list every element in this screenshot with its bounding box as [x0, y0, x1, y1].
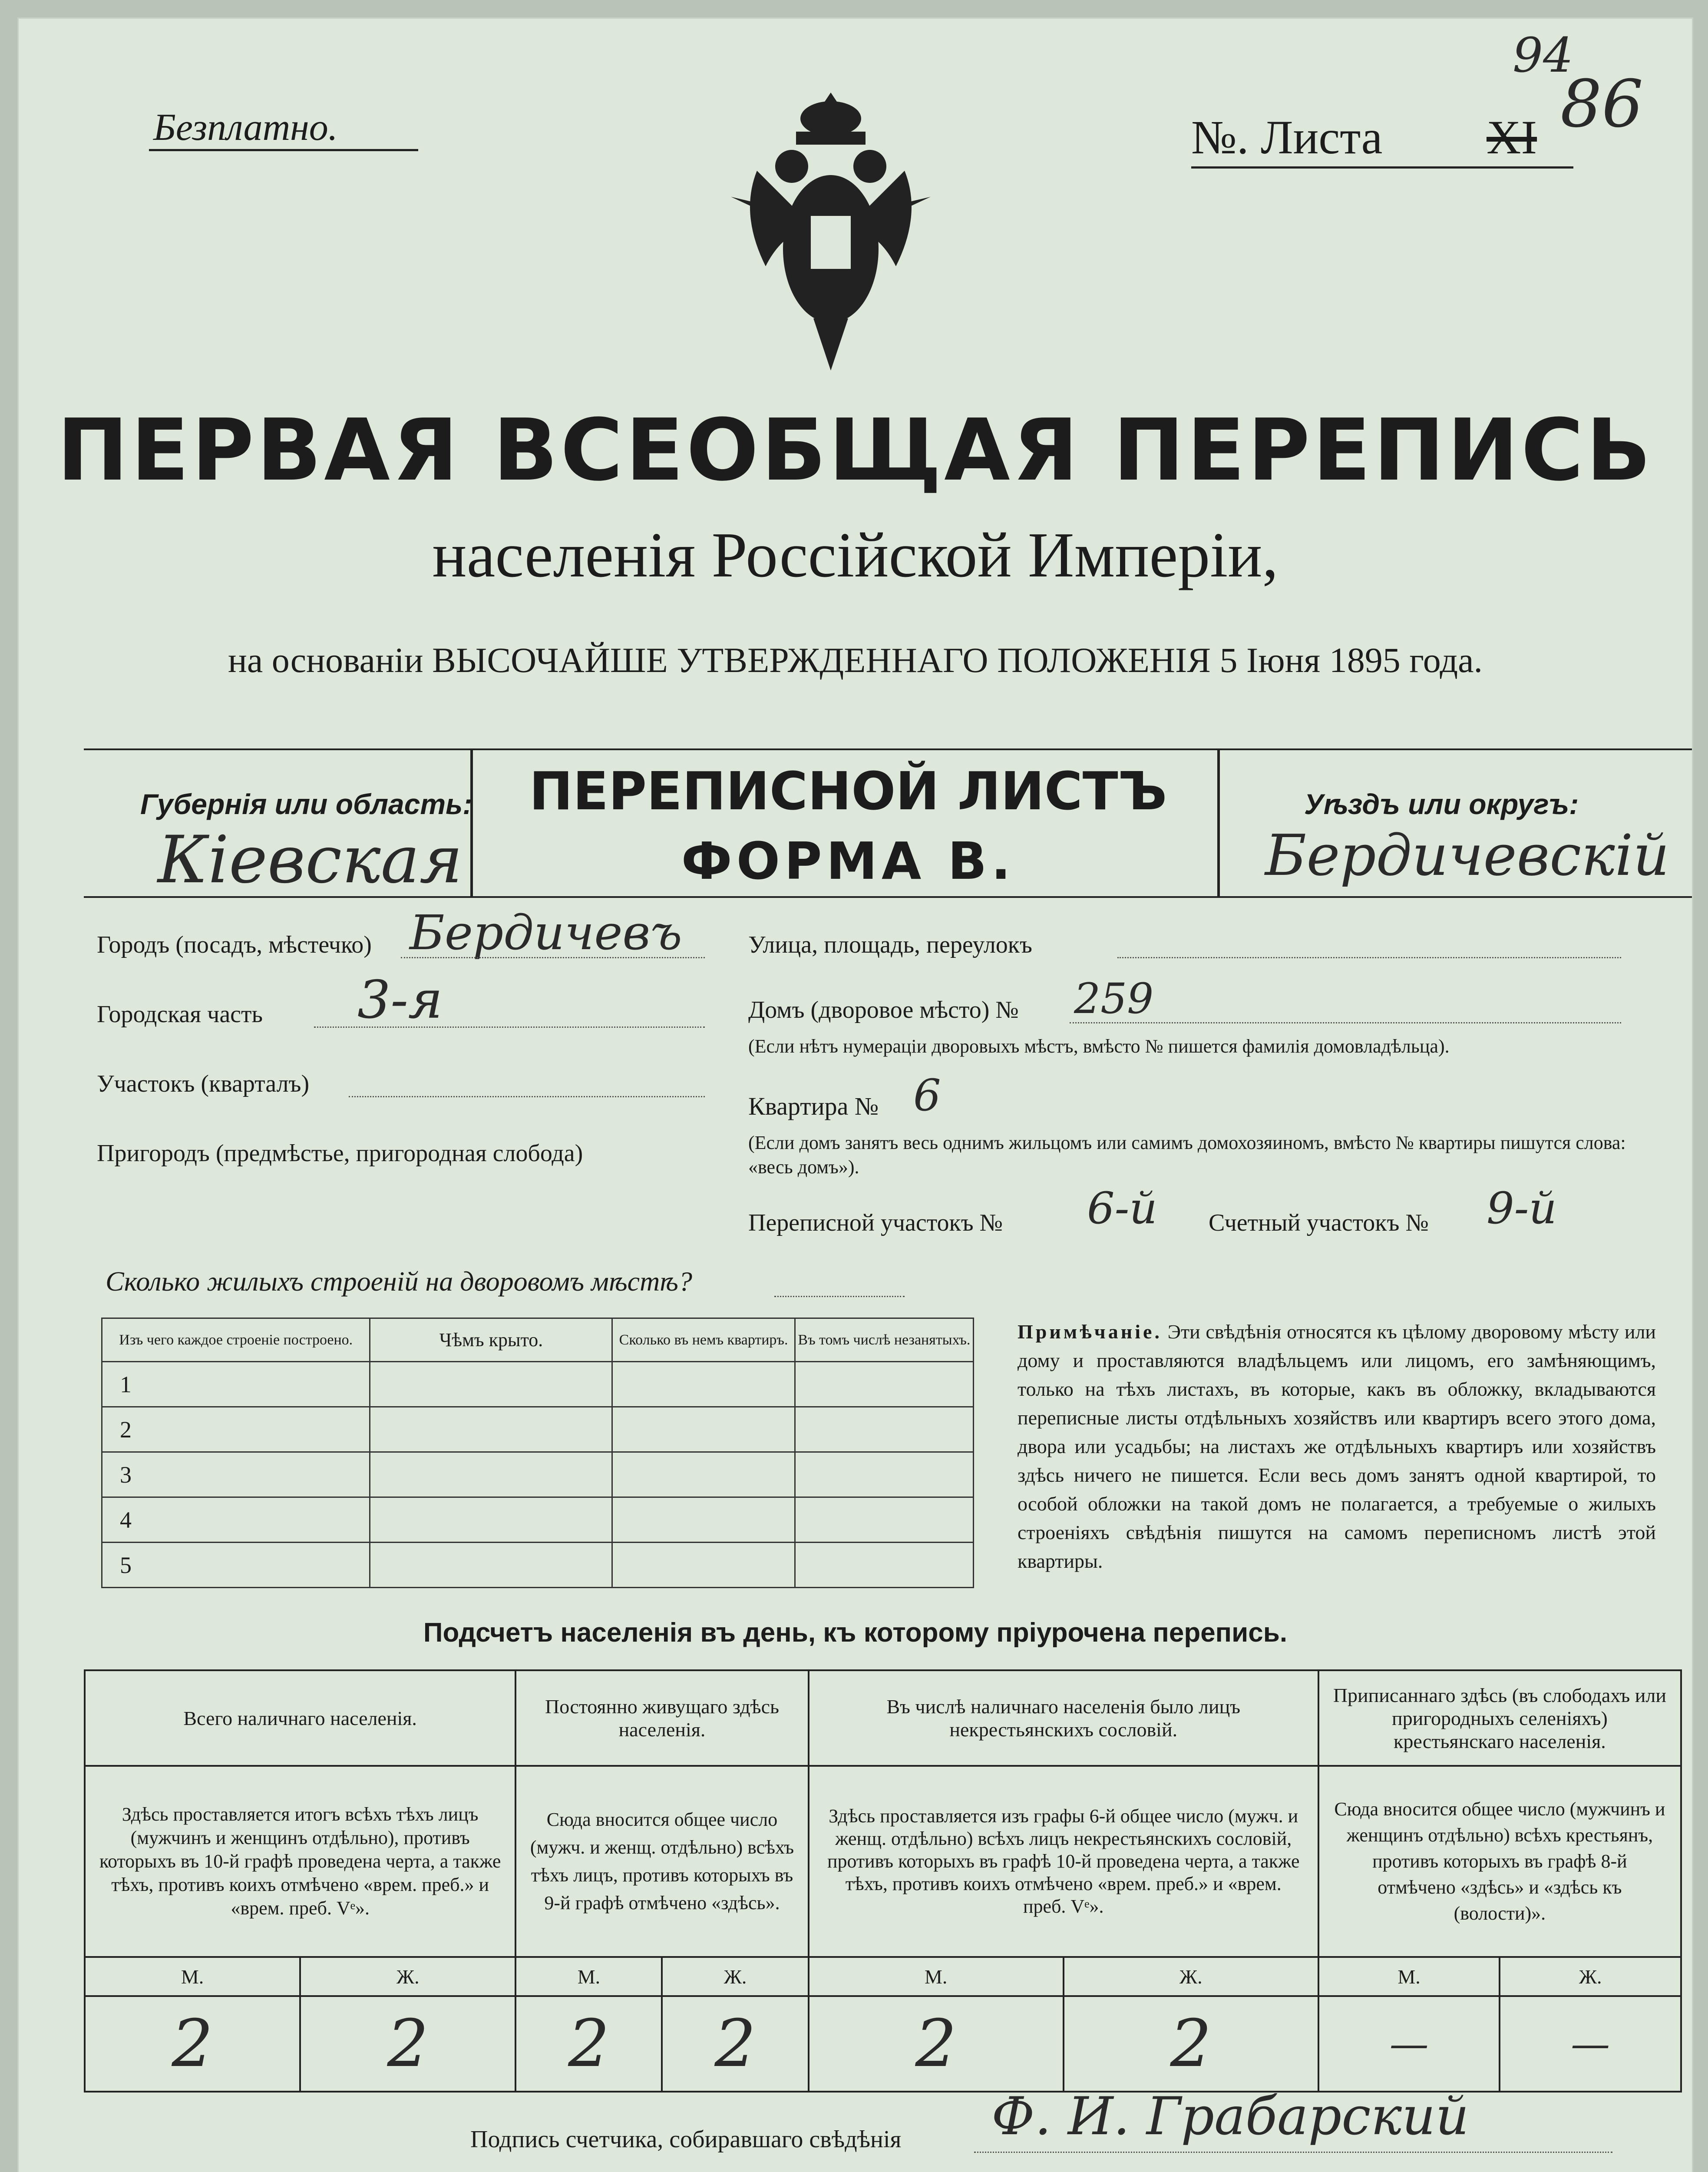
tally-desc-permanent: Сюда вносится общее число (мужч. и женщ. отдѣльно) всѣхъ тѣхъ лицъ, противъ которыхъ въ 9-й графѣ отмѣчено «здѣсь».: [515, 1766, 808, 1957]
apartment-label: Квартира №: [748, 1092, 879, 1120]
census-section-value: 6-й: [1087, 1183, 1157, 1234]
street-label: Улица, площадь, переулокъ: [748, 931, 1032, 958]
tally-desc-peasant: Сюда вносится общее число (мужчинъ и женщинъ отдѣльно) всѣхъ крестьянъ, противъ которыхъ въ графѣ 8-й отмѣчено «здѣсь» и «здѣсь къ (волости)».: [1318, 1766, 1681, 1957]
buildings-question: Сколько жилыхъ строеній на дворовомъ мѣстѣ?: [106, 1266, 692, 1297]
tally-value-peasant-female: —: [1500, 1996, 1681, 2092]
buildings-row-number: 4: [102, 1497, 370, 1543]
note-title: Примѣчаніе.: [1018, 1321, 1162, 1343]
count-section-value: 9-й: [1487, 1183, 1557, 1234]
street-line: [1117, 957, 1621, 958]
tally-value-total-male: 2: [85, 1996, 300, 2092]
tally-value-permanent-female: 2: [662, 1996, 808, 2092]
signature-value: Ф. И. Грабарский: [991, 2086, 1469, 2147]
census-sheet: [17, 17, 1693, 2172]
section-label: Участокъ (кварталъ): [97, 1070, 310, 1097]
buildings-col-roof: Чѣмъ крыто.: [370, 1318, 612, 1362]
tally-table: [84, 1669, 1682, 2093]
signature-line: [974, 2152, 1612, 2153]
tally-value-non-peasant-male: 2: [809, 1996, 1064, 2092]
sheet-number-crossed: XI: [1487, 111, 1537, 164]
imperial-eagle-emblem: [731, 84, 931, 379]
tally-female-label: Ж.: [662, 1957, 808, 1996]
tally-female-label: Ж.: [1064, 1957, 1318, 1996]
section-line: [349, 1096, 705, 1097]
sheet-number-label: №. Листа: [1191, 111, 1383, 164]
note-text: Эти свѣдѣнія относятся къ цѣлому дворовому мѣсту или дому и проставляются владѣльцемъ или лицомъ, его замѣняющимъ, только на тѣхъ листахъ, въ которые, какъ въ обложку, вкладываются переписные листы отдѣльныхъ хозяйствъ или квартиръ всего этого дома, двора или усадьбы; на листахъ же отдѣльныхъ квартиръ или хозяйствъ здѣсь ничего не пишется. Если весь домъ занятъ одной квартирой, то особой обложки на такой домъ не полагается, а требуемые о жилыхъ строеніяхъ свѣдѣнія пишутся на самомъ переписномъ листѣ этой квартиры.: [1018, 1321, 1656, 1572]
city-line: [401, 957, 705, 958]
buildings-table: [101, 1318, 974, 1588]
tally-head-permanent: Постоянно живущаго здѣсь населенія.: [515, 1670, 808, 1766]
house-note: (Если нѣтъ нумераціи дворовыхъ мѣстъ, вмѣсто № пишется фамилія домовладѣльца).: [748, 1036, 1450, 1057]
rule-right: [1217, 748, 1220, 896]
buildings-question-line: [774, 1296, 905, 1297]
tally-female-label: Ж.: [1500, 1957, 1681, 1996]
tally-value-peasant-male: —: [1318, 1996, 1500, 2092]
city-value: Бердичевъ: [410, 905, 682, 960]
tally-value-total-female: 2: [300, 1996, 515, 2092]
apartment-value: 6: [913, 1070, 941, 1121]
buildings-row-number: 5: [102, 1543, 370, 1588]
uezd-label: Уѣздъ или округъ:: [1304, 788, 1579, 820]
city-part-line: [314, 1026, 705, 1028]
tally-male-label: М.: [809, 1957, 1064, 1996]
sheet-number-handwritten: 86: [1560, 66, 1643, 142]
buildings-row-number: 1: [102, 1362, 370, 1407]
tally-female-label: Ж.: [300, 1957, 515, 1996]
buildings-row-number: 2: [102, 1407, 370, 1452]
note-block: [1018, 1318, 1656, 1576]
uezd-value: Бердичевскій: [1265, 822, 1670, 888]
document-subtitle: населенія Россійской Имперіи,: [432, 520, 1279, 591]
buildings-col-material: Изъ чего каждое строеніе построено.: [102, 1318, 370, 1362]
tally-head-peasant: Приписаннаго здѣсь (въ слободахъ или пригородныхъ селеніяхъ) крестьянскаго населенія.: [1318, 1670, 1681, 1766]
tally-value-non-peasant-female: 2: [1064, 1996, 1318, 2092]
buildings-col-apartments: Сколько въ немъ квартиръ.: [612, 1318, 795, 1362]
sheet-number-underline: [1191, 166, 1573, 169]
apartment-note: (Если домъ занятъ весь однимъ жильцомъ или самимъ домохозяиномъ, вмѣсто № квартиры пишутся слова: «весь домъ»).: [748, 1132, 1626, 1178]
signature-label: Подпись счетчика, собиравшаго свѣдѣнія: [470, 2126, 902, 2153]
city-label: Городъ (посадъ, мѣстечко): [97, 931, 372, 958]
gubernia-value: Кіевская: [158, 822, 463, 898]
rule-left: [470, 748, 473, 896]
archive-folio-number: 94: [1513, 27, 1573, 83]
tally-value-permanent-male: 2: [515, 1996, 662, 2092]
tally-head-non-peasant: Въ числѣ наличнаго населенія было лицъ некрестьянскихъ сословій.: [809, 1670, 1318, 1766]
buildings-col-vacant: Въ томъ числѣ незанятыхъ.: [795, 1318, 973, 1362]
free-label: Безплатно.: [153, 106, 338, 149]
house-line: [1070, 1022, 1621, 1023]
document-title: ПЕРВАЯ ВСЕОБЩАЯ ПЕРЕПИСЬ: [57, 401, 1654, 500]
city-part-label: Городская часть: [97, 1001, 263, 1028]
tally-male-label: М.: [515, 1957, 662, 1996]
house-value: 259: [1074, 974, 1154, 1023]
tally-title: Подсчетъ населенія въ день, къ которому пріурочена перепись.: [423, 1618, 1288, 1648]
tally-male-label: М.: [85, 1957, 300, 1996]
tally-desc-total: Здѣсь проставляется итогъ всѣхъ тѣхъ лицъ (мужчинъ и женщинъ отдѣльно), противъ которыхъ въ 10-й графѣ проведена черта, а также тѣхъ, противъ коихъ отмѣчено «врем. преб.» и «врем. преб. Vᵉ».: [85, 1766, 515, 1957]
legal-basis: на основаніи ВЫСОЧАЙШЕ УТВЕРЖДЕННАГО ПОЛОЖЕНІЯ 5 Іюня 1895 года.: [228, 640, 1483, 680]
header-rule: [84, 748, 1693, 750]
tally-head-total: Всего наличнаго населенія.: [85, 1670, 515, 1766]
free-underline: [149, 149, 418, 151]
house-label: Домъ (дворовое мѣсто) №: [748, 997, 1019, 1023]
count-section-label: Счетный участокъ №: [1209, 1209, 1429, 1236]
gubernia-label: Губернія или область:: [140, 788, 472, 820]
buildings-row-number: 3: [102, 1452, 370, 1497]
sheet-title: ПЕРЕПИСНОЙ ЛИСТЪ: [529, 762, 1167, 822]
tally-desc-non-peasant: Здѣсь проставляется изъ графы 6-й общее число (мужч. и женщ. отдѣльно) всѣхъ лицъ некрестьянскихъ сословій, противъ которыхъ въ графѣ 10-й проведена черта, а также тѣхъ, противъ коихъ отмѣчено «врем. преб.» и «врем. преб. Vᵉ».: [809, 1766, 1318, 1957]
census-section-label: Переписной участокъ №: [748, 1209, 1003, 1236]
suburb-label: Пригородъ (предмѣстье, пригородная слобода): [97, 1140, 583, 1167]
form-name: ФОРМА В.: [681, 831, 1015, 891]
city-part-value: 3-я: [357, 970, 443, 1030]
tally-male-label: М.: [1318, 1957, 1500, 1996]
